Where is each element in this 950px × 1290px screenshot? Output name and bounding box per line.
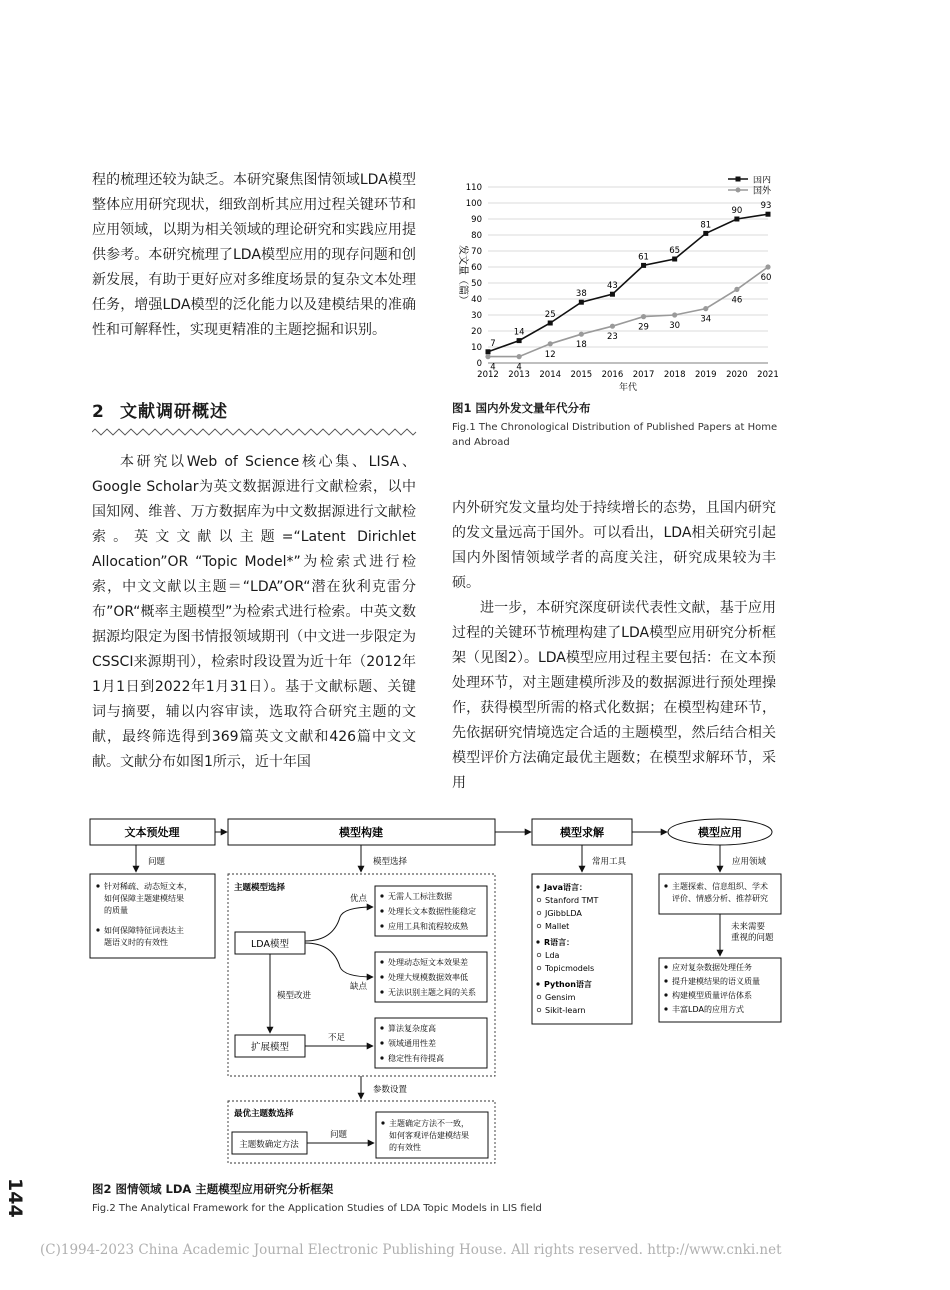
- data-point: [641, 314, 646, 319]
- bullet-text: 如何保障特征词表达主: [104, 926, 184, 935]
- label-improve: 模型改进: [277, 991, 312, 1001]
- x-tick-label: 2019: [694, 370, 717, 380]
- data-point: [766, 212, 771, 217]
- bullet-text: 处理动态短文本效果差: [388, 958, 468, 967]
- stage-preprocess: 文本预处理: [124, 826, 180, 839]
- fig2-caption: [92, 1181, 692, 1216]
- bullet-text: 应对复杂数据处理任务: [672, 963, 752, 972]
- y-tick-label: 30: [471, 311, 482, 321]
- data-label: 65: [669, 246, 681, 256]
- data-point: [672, 257, 677, 262]
- disadvantages-list: [380, 957, 476, 997]
- left-top-paragraph: 程的梳理还较为缺乏。本研究聚焦图情领域LDA模型整体应用研究现状，细致剖析其应用过程关键环节和应用领域，以期为相关领域的理论研究和实践应用提供参考。本研究梳理了LDA模型应用的现存问题和创新发展，有助于更好应对多维度场景的复杂文本处理任务，增强LDA模型的泛化能力以及建模结果的准确性和可解释性，实现更精准的主题挖掘和识别。: [92, 172, 416, 338]
- bullet-dot: [536, 982, 539, 985]
- fig2-framework-diagram: [88, 812, 788, 1172]
- legend-marker: [736, 188, 741, 193]
- x-axis-title: 年代: [618, 383, 638, 393]
- data-point: [703, 306, 708, 311]
- data-label: 23: [607, 332, 618, 343]
- data-label: 25: [544, 310, 556, 320]
- chart-legend: [728, 176, 772, 197]
- tool-item: Gensim: [545, 993, 576, 1002]
- topic-model-select-title: 主题模型选择: [234, 883, 286, 893]
- label-model-select: 模型选择: [373, 857, 408, 867]
- data-point: [734, 287, 739, 292]
- y-tick-label: 110: [465, 183, 482, 193]
- data-label: 7: [490, 338, 496, 349]
- data-label: 4: [490, 362, 496, 373]
- stage-build: 模型构建: [339, 826, 383, 839]
- right-body-paragraph-1: 内外研究发文量均处于持续增长的态势，且国内研究的发文量远高于国外。可以看出，LDA相关研究引起国内外图情领域学者的高度关注，研究成果较为丰硕。: [452, 500, 776, 591]
- label-future-1: 未来需要: [731, 922, 766, 932]
- arrow-lda-advantages: [305, 907, 373, 941]
- label-disadvantages: 缺点: [350, 982, 368, 992]
- data-point: [548, 341, 553, 346]
- bullet-dot: [664, 993, 667, 996]
- label-domains: 应用领域: [732, 857, 767, 867]
- data-label: 14: [513, 327, 525, 338]
- data-label: 61: [638, 252, 649, 263]
- bullet-dot: [380, 894, 383, 897]
- stage-apply: 模型应用: [698, 826, 742, 839]
- data-point: [610, 292, 615, 297]
- x-tick-label: 2020: [726, 370, 748, 380]
- data-point: [703, 231, 708, 236]
- x-tick-label: 2014: [539, 370, 562, 380]
- arrow-lda-disadvantages: [305, 943, 373, 977]
- bullet-text: 针对稀疏、动态短文本，: [104, 882, 192, 891]
- bullet-dot: [664, 965, 667, 968]
- data-label: 4: [516, 362, 522, 373]
- bullet-text: 处理大规模数据效率低: [388, 973, 468, 982]
- tool-item: JGibbLDA: [545, 909, 582, 918]
- bullet-dot: [380, 960, 383, 963]
- bullet-text: 算法复杂度高: [388, 1024, 436, 1033]
- data-point: [610, 324, 615, 329]
- section-number: 2: [92, 402, 105, 422]
- tool-item: Topicmodels: [545, 964, 595, 973]
- lda-model: LDA模型: [251, 939, 289, 950]
- y-tick-label: 90: [471, 215, 482, 225]
- data-point: [548, 321, 553, 326]
- label-future-2: 重视的问题: [731, 933, 774, 943]
- bullet-text: 的质量: [104, 906, 128, 915]
- bullet-dot: [380, 1056, 383, 1059]
- section-title: 文献调研概述: [120, 402, 228, 422]
- data-point: [517, 354, 522, 359]
- bullet-text: 如何客观评估建模结果: [389, 1131, 469, 1140]
- data-label: 29: [638, 322, 649, 333]
- bullet-text: 丰富LDA的应用方式: [672, 1005, 744, 1014]
- data-label: 46: [731, 295, 743, 306]
- bullet-text: 无需人工标注数据: [388, 892, 452, 901]
- bullet-dot: [664, 979, 667, 982]
- data-point: [579, 300, 584, 305]
- data-label: 38: [575, 289, 587, 300]
- y-tick-label: 100: [465, 199, 482, 209]
- data-label: 90: [731, 206, 743, 216]
- bullet-text: 主题确定方法不一致，: [389, 1119, 469, 1128]
- x-tick-label: 2013: [508, 370, 530, 380]
- label-insufficient: 不足: [328, 1033, 346, 1043]
- label-advantages: 优点: [350, 894, 368, 904]
- bullet-text: 题语义时的有效性: [104, 938, 168, 947]
- bullet-dot: [380, 1041, 383, 1044]
- tool-language: Python语言: [544, 980, 592, 989]
- section-divider: [92, 428, 418, 436]
- label-problem2: 问题: [330, 1130, 348, 1140]
- bullet-text: 主题探索、信息组织、学术: [672, 882, 768, 891]
- section-heading: [92, 397, 228, 422]
- bullet-dot: [380, 924, 383, 927]
- bullet-dot: [664, 1007, 667, 1010]
- right-body-paragraph-2: 进一步，本研究深度研读代表性文献，基于应用过程的关键环节梳理构建了LDA模型应用研究分析框架（见图2）。LDA模型应用过程主要包括：在文本预处理环节，对主题建模所涉及的数据源进行预处理操作，获得模型所需的格式化数据；在模型构建环节，先依据研究情境选定合适的主题模型，然后结合相关模型评价方法确定最优主题数；在模型求解环节，采用: [452, 600, 776, 791]
- x-tick-label: 2012: [477, 370, 499, 380]
- data-point: [579, 332, 584, 337]
- data-label: 43: [607, 281, 618, 292]
- y-tick-label: 80: [471, 231, 482, 241]
- y-tick-label: 0: [476, 359, 482, 369]
- bullet-dot: [96, 928, 99, 931]
- y-axis-title: 发文量（篇）: [457, 245, 468, 305]
- bullet-text: 无法识别主题之间的关系: [388, 988, 476, 997]
- bullet-dot: [96, 884, 99, 887]
- x-tick-label: 2018: [663, 370, 686, 380]
- x-tick-label: 2021: [757, 370, 779, 380]
- data-label: 12: [544, 349, 556, 360]
- bullet-text: 处理长文本数据性能稳定: [388, 907, 476, 916]
- fig1-caption: [452, 400, 782, 450]
- bullet-dot: [664, 884, 667, 887]
- copyright-footer: (C)1994-2023 China Academic Journal Electronic Publishing House. All rights reserved. http://www.cnki.net: [40, 1242, 782, 1258]
- label-param-setting: 参数设置: [373, 1085, 408, 1095]
- bullet-text: 评价、情感分析、推荐研究: [672, 894, 768, 903]
- data-label: 60: [760, 273, 772, 283]
- bullet-text: 稳定性有待提高: [388, 1054, 444, 1063]
- bullet-dot: [380, 975, 383, 978]
- data-point: [672, 312, 677, 317]
- bullet-dot: [380, 1026, 383, 1029]
- legend-label: 国外: [753, 186, 772, 197]
- bullet-text: 构建模型质量评估体系: [672, 991, 752, 1000]
- bullet-text: 领域通用性差: [388, 1039, 436, 1048]
- fig1-caption-en: Fig.1 The Chronological Distribution of Published Papers at Home and Abroad: [452, 422, 778, 448]
- data-point: [485, 354, 490, 359]
- stage-solve: 模型求解: [560, 826, 604, 839]
- tool-item: Stanford TMT: [545, 896, 599, 905]
- tool-item: Mallet: [545, 922, 570, 931]
- legend-label: 国内: [753, 176, 772, 186]
- bullet-text: 提升建模结果的语义质量: [672, 977, 760, 986]
- extended-model: 扩展模型: [250, 1042, 290, 1053]
- data-point: [486, 349, 491, 354]
- page-number: 144: [4, 1178, 26, 1218]
- x-tick-label: 2016: [601, 370, 624, 380]
- x-tick-label: 2017: [632, 370, 655, 380]
- right-body: [452, 496, 776, 796]
- tool-language: Java语言：: [544, 883, 587, 892]
- fig2-caption-en: Fig.2 The Analytical Framework for the Application Studies of LDA Topic Models in LIS field: [92, 1203, 542, 1214]
- data-point: [517, 338, 522, 343]
- fig1-caption-cn: 图1 国内外发文量年代分布: [452, 401, 591, 415]
- y-tick-label: 40: [471, 295, 482, 305]
- y-tick-label: 10: [471, 343, 482, 353]
- label-problem: 问题: [148, 857, 166, 867]
- x-tick-label: 2015: [570, 370, 593, 380]
- bullet-dot: [536, 885, 539, 888]
- bullet-dot: [381, 1121, 384, 1124]
- bullet-dot: [380, 909, 383, 912]
- label-tools: 常用工具: [592, 857, 627, 867]
- data-point: [734, 217, 739, 222]
- bullet-dot: [380, 990, 383, 993]
- y-tick-label: 50: [471, 279, 482, 289]
- chart-grid: [488, 187, 768, 347]
- tool-language: R语言：: [544, 938, 575, 947]
- fig2-caption-cn: 图2 图情领域 LDA 主题模型应用研究分析框架: [92, 1182, 334, 1196]
- data-point: [765, 264, 770, 269]
- bullet-text: 如何保障主题建模结果: [104, 894, 184, 903]
- data-label: 18: [575, 340, 587, 351]
- left-body-paragraph: 本研究以Web of Science核心集、LISA、Google Scholar为英文数据源进行文献检索，以中国知网、维普、万方数据库为中文数据源进行文献检索。英文文献以主题=“Latent Dirichlet Allocation”OR “Topic Model*”为检索式进行检索，中文文献以主题＝“LDA”OR“潜在狄利克雷分布”OR“概率主题模型”为检索式进行检索。中英文数据源均限定为图书情报领域期刊（中文进一步限定为CSSCI来源期刊），检索时段设置为近十年（2012年1月1日到2022年1月31日）。基于文献标题、关键词与摘要，辅以内容审读，选取符合研究主题的文献，最终筛选得到369篇英文文献和426篇中文文献。文献分布如图1所示，近十年国: [92, 454, 416, 770]
- bullet-dot: [536, 940, 539, 943]
- fig1-line-chart: [450, 176, 790, 396]
- tool-item: Sikit-learn: [545, 1006, 586, 1015]
- data-label: 93: [760, 201, 772, 212]
- extended-issues-list: [380, 1023, 444, 1063]
- y-tick-label: 60: [471, 263, 482, 273]
- bullet-text: 应用工具和流程较成熟: [388, 922, 468, 931]
- data-point: [641, 263, 646, 268]
- legend-marker: [736, 177, 741, 182]
- optimal-topics-title: 最优主题数选择: [234, 1109, 294, 1119]
- y-tick-label: 70: [471, 247, 482, 257]
- data-label: 34: [700, 314, 712, 325]
- data-label: 30: [669, 321, 681, 331]
- tool-item: Lda: [545, 951, 560, 960]
- bullet-text: 的有效性: [389, 1143, 421, 1152]
- y-tick-label: 20: [471, 327, 482, 337]
- data-label: 81: [700, 220, 712, 231]
- topic-num-method: 主题数确定方法: [239, 1140, 299, 1150]
